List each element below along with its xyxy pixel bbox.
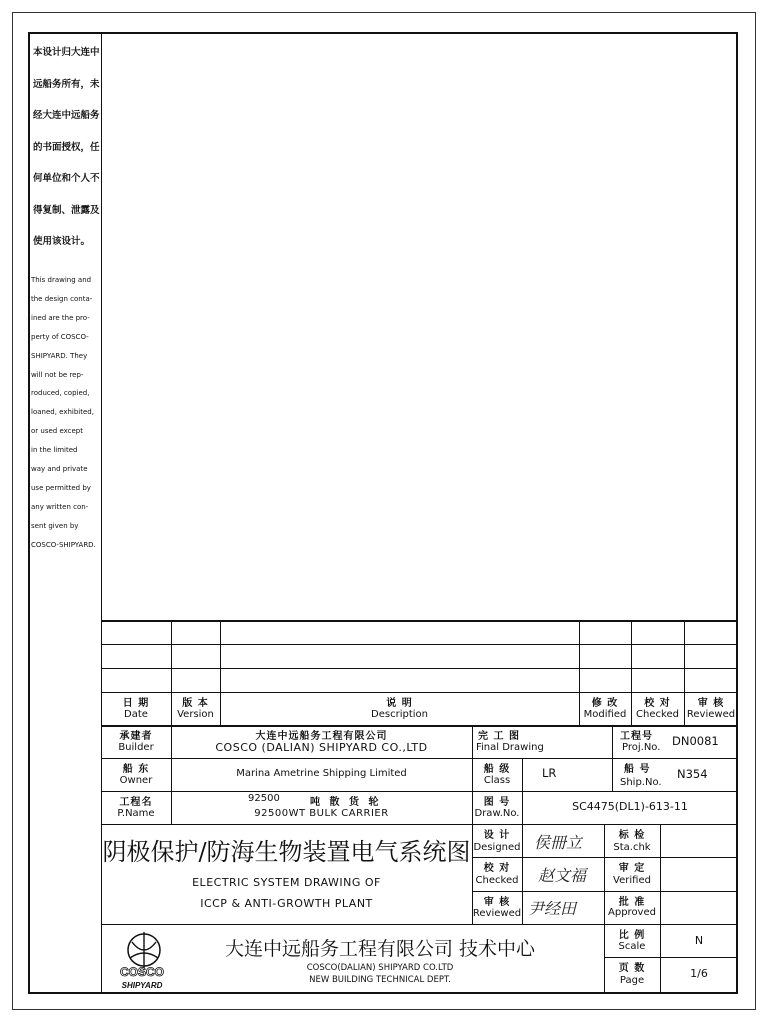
designed-label-en: Designed: [473, 842, 521, 853]
drawing-title-en-line2: ICCP & ANTI-GROWTH PLANT: [200, 897, 373, 910]
stachk-label-cn: 标 检: [618, 830, 646, 841]
ship-label-en: Ship.No.: [620, 777, 662, 788]
notice-cn-line: 使用该设计。: [33, 236, 91, 247]
pname-cn: 吨 散 货 轮: [310, 797, 382, 808]
checker-signature: 赵文福: [538, 866, 587, 885]
notice-en-line: the design conta-: [31, 294, 93, 303]
pname-en: 92500WT BULK CARRIER: [254, 808, 389, 819]
owner-label-cn: 船 东: [122, 764, 150, 775]
builder-name-en: COSCO (DALIAN) SHIPYARD CO.,LTD: [215, 741, 428, 754]
notice-en-line: This drawing and: [31, 276, 92, 284]
version-label-cn: 版 本: [182, 698, 209, 709]
date-label-cn: 日 期: [122, 698, 150, 709]
proj-number: DN0081: [672, 734, 719, 748]
checked-by-label-cn: 校 对: [483, 863, 511, 874]
designed-label-cn: 设 计: [483, 830, 511, 841]
class-label-cn: 船 级: [483, 764, 511, 775]
notice-en-line: way and private: [31, 465, 88, 473]
date-label-en: Date: [124, 709, 148, 720]
notice-en-line: perty of COSCO-: [31, 332, 89, 341]
notice-en-line: SHIPYARD. They: [31, 351, 88, 360]
reviewed-label-cn: 审 核: [697, 698, 725, 709]
scale-label-cn: 比 例: [618, 930, 646, 941]
description-label-en: Description: [371, 709, 428, 720]
builder-label-en: Builder: [118, 742, 154, 753]
scale-value: N: [694, 934, 704, 947]
verified-label-cn: 审 定: [618, 863, 646, 874]
owner-label-en: Owner: [119, 775, 153, 786]
description-label-cn: 说 明: [386, 698, 413, 709]
reviewed-label-en: Reviewed: [686, 709, 736, 720]
reviewer-signature: 尹经田: [528, 899, 577, 918]
final-drawing-label-en: Final Drawing: [476, 742, 544, 753]
company-dept-en: NEW BUILDING TECHNICAL DEPT.: [309, 975, 451, 985]
notice-en-line: COSCO-SHIPYARD.: [31, 540, 96, 549]
notice-en-line: use permitted by: [31, 483, 91, 492]
notice-en-line: sent given by: [31, 521, 79, 530]
draw-label-cn: 图 号: [483, 797, 511, 808]
notice-cn-line: 的书面授权，任: [33, 141, 100, 153]
owner-name: Marina Ametrine Shipping Limited: [236, 768, 407, 779]
approved-label-en: Approved: [608, 907, 656, 918]
page-label-en: Page: [619, 975, 645, 986]
notice-cn-line: 经大连中远船务: [33, 110, 100, 121]
notice-en-line: any written con-: [31, 502, 89, 511]
class-value: LR: [542, 766, 557, 780]
reviewed-by-label-en: Reviewed: [472, 908, 522, 919]
notice-cn-line: 得复制、泄露及: [33, 204, 100, 216]
checked-label-cn: 校 对: [644, 698, 671, 709]
reviewed-by-label-cn: 审 核: [483, 897, 511, 908]
logo-text: COSCO: [119, 965, 165, 979]
draw-label-en: Draw.No.: [474, 808, 520, 819]
notice-cn-line: 本设计归大连中: [33, 47, 100, 58]
scale-label-en: Scale: [618, 941, 646, 952]
verified-label-en: Verified: [613, 875, 651, 886]
pname-tonnage: 92500: [248, 793, 280, 804]
notice-en-line: ined are the pro-: [31, 313, 90, 322]
ship-label-cn: 船 号: [624, 764, 651, 775]
builder-name-cn: 大连中远船务工程有限公司: [255, 731, 388, 742]
final-drawing-label-cn: 完 工 图: [478, 731, 520, 742]
pname-label-en: P.Name: [117, 808, 155, 819]
ship-number: N354: [677, 767, 708, 781]
logo-subtext: SHIPYARD: [121, 981, 163, 990]
proj-label-en: Proj.No.: [622, 742, 661, 753]
drawing-number: SC4475(DL1)-613-11: [572, 800, 688, 813]
stachk-label-en: Sta.chk: [613, 842, 651, 853]
checked-label-en: Checked: [636, 709, 679, 720]
checked-by-label-en: Checked: [475, 875, 519, 886]
page-value: 1/6: [690, 967, 708, 980]
builder-label-cn: 承建者: [119, 731, 153, 742]
designer-signature: 侯冊立: [534, 833, 583, 852]
company-name-en: COSCO(DALIAN) SHIPYARD CO.LTD: [306, 963, 454, 973]
page-label-cn: 页 数: [618, 963, 646, 974]
modified-label-en: Modified: [583, 709, 627, 720]
notice-en-line: will not be rep-: [31, 370, 84, 379]
version-label-en: Version: [177, 709, 214, 720]
modified-label-cn: 修 改: [591, 698, 619, 709]
class-label-en: Class: [483, 775, 511, 786]
company-name-cn: 大连中远船务工程有限公司 技术中心: [224, 938, 536, 960]
proj-label-cn: 工程号: [620, 731, 653, 742]
notice-en-line: roduced, copied,: [31, 389, 90, 398]
drawing-title-cn: 阴极保护/防海生物装置电气系统图: [102, 838, 471, 866]
notice-en-line: loaned, exhibited,: [31, 408, 94, 417]
cosco-logo: [104, 928, 182, 990]
notice-en-line: in the limited: [31, 446, 78, 455]
notice-en-line: or used except: [31, 427, 83, 436]
pname-label-cn: 工程名: [119, 797, 153, 808]
notice-cn-line: 何单位和个人不: [33, 173, 100, 184]
notice-cn-line: 远船务所有，未: [33, 78, 100, 90]
approved-label-cn: 批 准: [618, 897, 646, 908]
drawing-title-en-line1: ELECTRIC SYSTEM DRAWING OF: [192, 876, 381, 889]
